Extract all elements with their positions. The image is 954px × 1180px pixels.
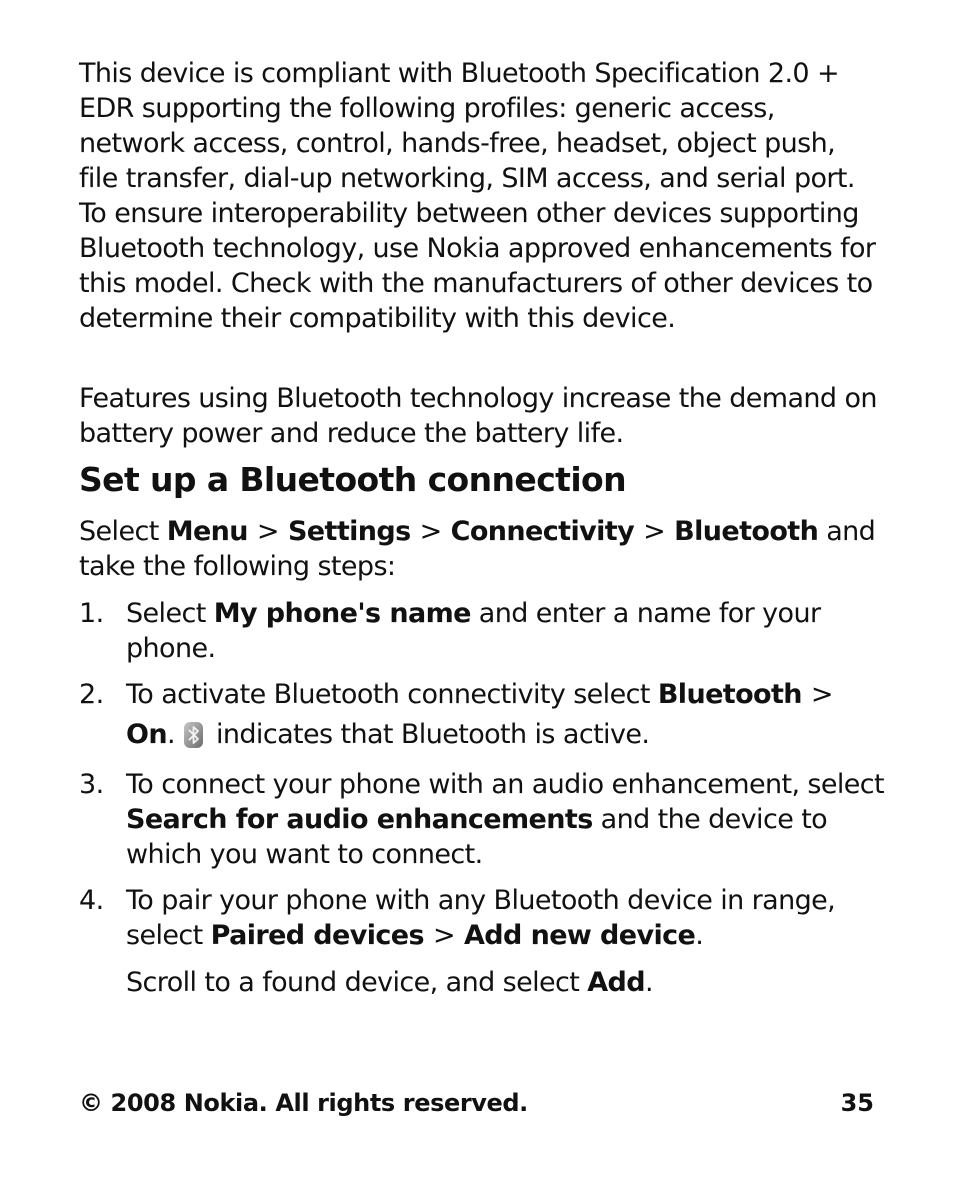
step-text: [126, 767, 886, 872]
step-bold-add-new-device: Add new device: [464, 920, 696, 951]
step-text: [126, 883, 886, 1000]
step-bold-on: On: [126, 719, 167, 750]
step-bold-paired-devices: Paired devices: [210, 920, 424, 951]
step-number: 4.: [79, 885, 104, 916]
path-menu: Menu: [166, 516, 248, 547]
step-dot: .: [166, 719, 175, 750]
step-bold-my-phones-name: My phone's name: [213, 598, 471, 629]
step-bold-add: Add: [587, 967, 645, 998]
path-bluetooth: Bluetooth: [674, 516, 819, 547]
step-bold-search-audio: Search for audio enhancements: [126, 804, 593, 835]
step-post: and enter a name for your phone.: [126, 598, 821, 664]
step-pre: To pair your phone with any Bluetooth device in range, select: [126, 885, 836, 951]
step-post: and the device to which you want to connect.: [126, 804, 828, 870]
path-separator: >: [256, 516, 279, 547]
step-dot: .: [695, 920, 704, 951]
step-extra-pre: Scroll to a found device, and select: [126, 967, 580, 998]
step-post: indicates that Bluetooth is active.: [215, 719, 650, 750]
section-title: Set up a Bluetooth connection: [79, 460, 627, 499]
copyright-footer: © 2008 Nokia. All rights reserved.: [79, 1089, 528, 1117]
path-separator: >: [810, 679, 833, 710]
step-extra-dot: .: [644, 967, 653, 998]
path-separator: >: [643, 516, 666, 547]
step-pre: To activate Bluetooth connectivity select: [126, 679, 650, 710]
path-settings: Settings: [287, 516, 411, 547]
step-bold-bluetooth: Bluetooth: [657, 679, 802, 710]
step-text: [126, 677, 886, 752]
path-separator: >: [432, 920, 456, 951]
step-pre: To connect your phone with an audio enhancement, select: [126, 769, 885, 800]
path-connectivity: Connectivity: [450, 516, 635, 547]
menu-path-instruction: [79, 514, 879, 584]
step-number: 3.: [79, 769, 104, 800]
select-word: Select: [79, 516, 159, 547]
intro-paragraph-compliance: This device is compliant with Bluetooth Specification 2.0 + EDR supporting the following profiles: generic access, network access, control, hands-free, headset, object push, file transfer, dial-up networking, SIM access, and serial port. To ensure interoperability between other devices supporting Bluetooth technology, use Nokia approved enhancements for this model. Check with the manufacturers of other devices to determine their compatibility with this device.: [79, 58, 876, 334]
step-pre: Select: [126, 598, 206, 629]
step-text: [126, 596, 886, 666]
step-number: 1.: [79, 598, 104, 629]
step-number: 2.: [79, 679, 104, 710]
step-line-2: [126, 717, 886, 752]
bluetooth-active-icon: [183, 721, 204, 749]
step-extra-text: [126, 965, 886, 1000]
page-number: 35: [840, 1089, 874, 1117]
after-path-text: and take the following steps:: [79, 516, 876, 582]
path-separator: >: [419, 516, 442, 547]
intro-paragraph-battery: Features using Bluetooth technology increase the demand on battery power and reduce the battery life.: [79, 383, 877, 449]
